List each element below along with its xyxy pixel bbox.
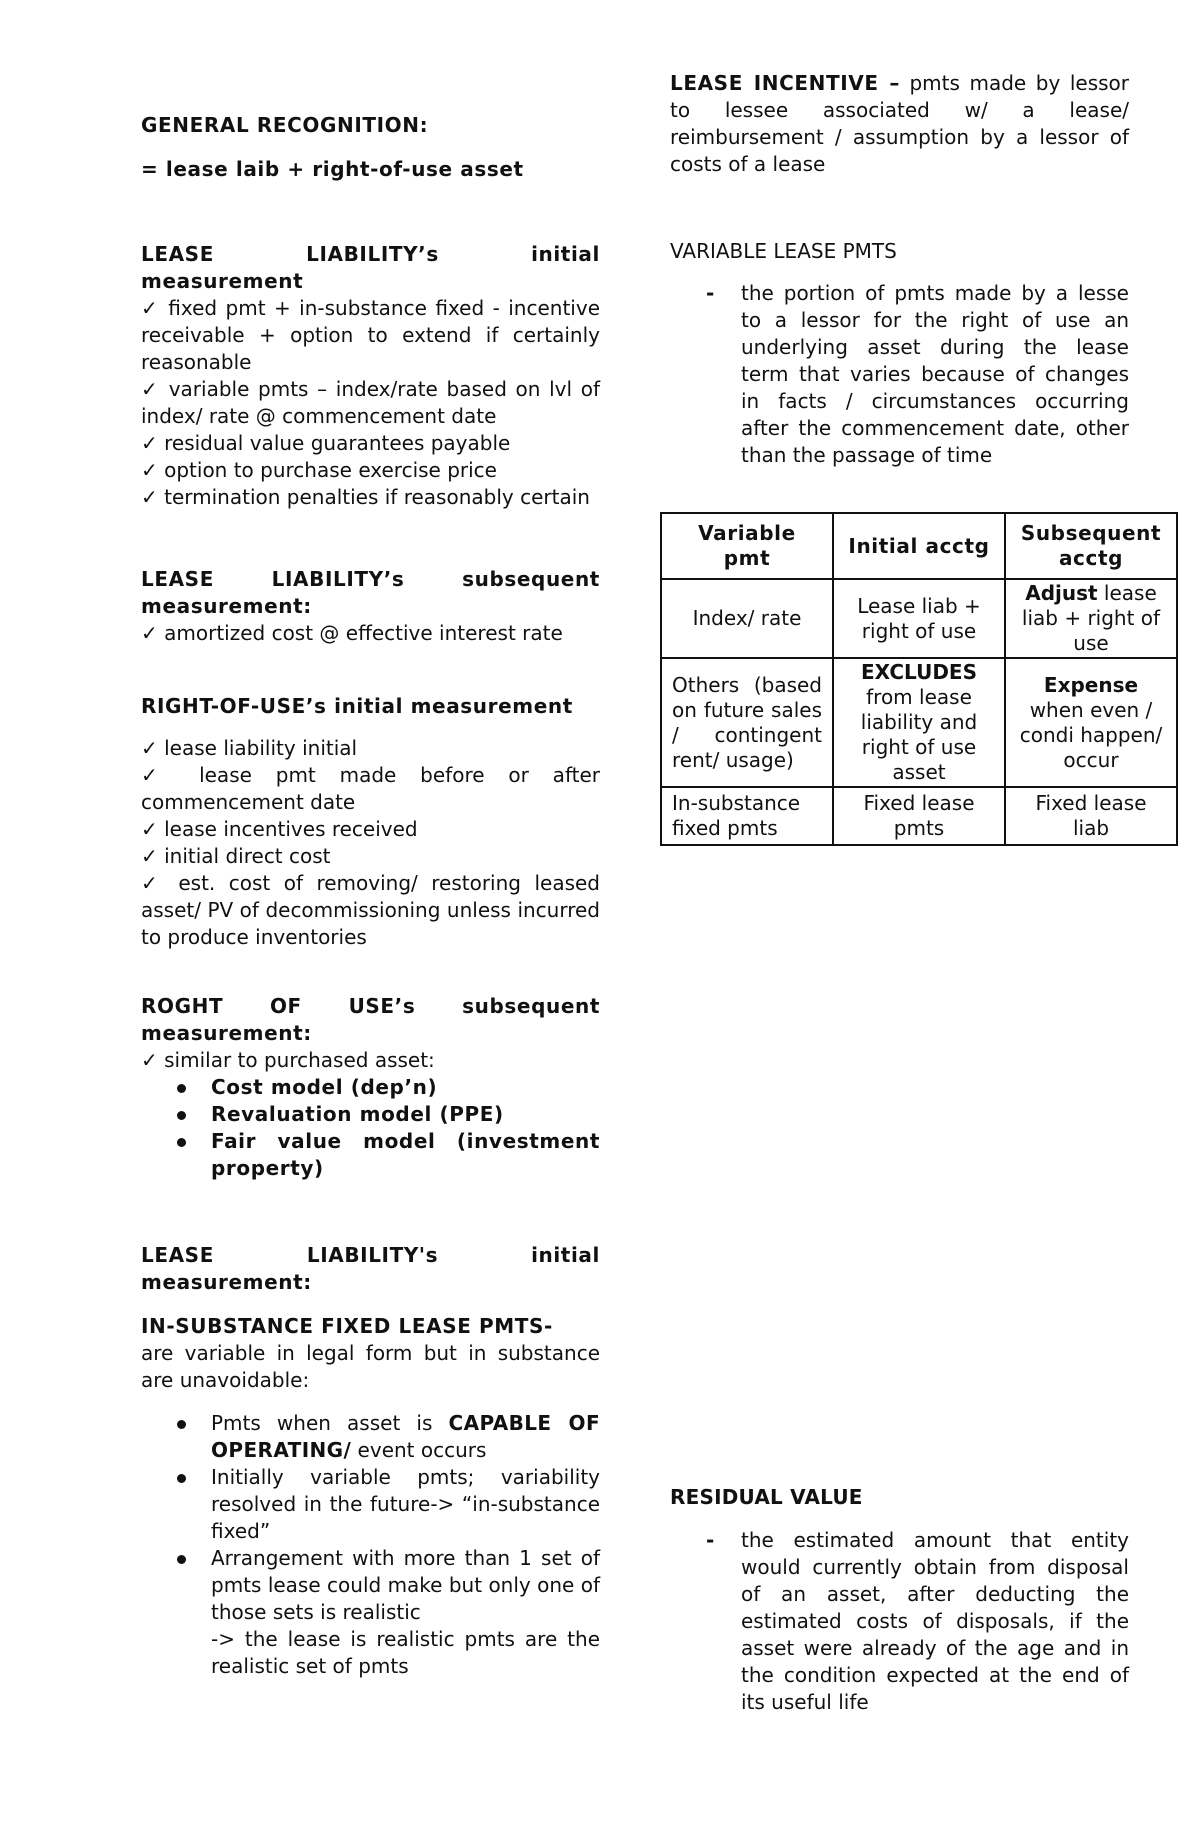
lease-incentive-definition: LEASE INCENTIVE – pmts made by lessor to lessee associated w/ a lease/ reimbursement / assumption by a lessor of costs of a lease xyxy=(670,71,1129,176)
in-substance-heading: IN-SUBSTANCE FIXED LEASE PMTS- xyxy=(141,1314,553,1338)
table-cell: Adjust lease liab + right of use xyxy=(1005,579,1177,658)
bullet-icon xyxy=(177,1420,186,1429)
lease-liability-initial-heading-2: LEASE LIABILITY's initial xyxy=(141,1243,600,1267)
rou-subsequent-heading: ROGHT OF USE’s subsequent xyxy=(141,994,600,1018)
rou-initial-item: ✓ lease liability initial xyxy=(141,736,358,760)
general-recognition-formula: = lease laib + right-of-use asset xyxy=(141,157,524,181)
list-item-continuation: -> the lease is realistic pmts are the realistic set of pmts xyxy=(211,1627,600,1678)
variable-lease-section xyxy=(670,238,1129,469)
table-cell: In-substance fixed pmts xyxy=(661,787,833,845)
rou-subsequent-section xyxy=(141,993,600,1182)
bullet-icon xyxy=(177,1555,186,1564)
rou-initial-item: ✓ lease incentives received xyxy=(141,817,418,841)
rou-initial-heading: RIGHT-OF-USE’s initial measurement xyxy=(141,694,573,718)
dash-marker: - xyxy=(706,1528,715,1552)
lease-liability-subsequent-heading-line2: measurement: xyxy=(141,594,312,618)
lease-liability-subsequent-section xyxy=(141,566,600,647)
lease-liability-subsequent-heading: LEASE LIABILITY’s subsequent xyxy=(141,567,600,591)
lease-liability-initial-section-2 xyxy=(141,1242,600,1680)
rou-subsequent-intro: ✓ similar to purchased asset: xyxy=(141,1048,435,1072)
table-header: Initial acctg xyxy=(833,513,1005,579)
ll-initial-item: ✓ variable pmts – index/rate based on lvl of index/ rate @ commencement date xyxy=(141,377,600,428)
lease-liability-initial-section xyxy=(141,241,600,511)
list-item: Pmts when asset is CAPABLE OF OPERATING/ event occurs xyxy=(141,1410,600,1464)
ll-initial-item: ✓ residual value guarantees payable xyxy=(141,431,511,455)
table-header: Subsequent acctg xyxy=(1005,513,1177,579)
lease-incentive-title: LEASE INCENTIVE – xyxy=(670,71,900,95)
table-cell: Fixed lease pmts xyxy=(833,787,1005,845)
general-recognition-heading: GENERAL RECOGNITION: xyxy=(141,113,429,137)
rou-subsequent-heading-line2: measurement: xyxy=(141,1021,312,1045)
rou-initial-item: ✓ est. cost of removing/ restoring leased asset/ PV of decommissioning unless incurred to produce inventories xyxy=(141,871,600,949)
in-substance-description: are variable in legal form but in substance are unavoidable: xyxy=(141,1341,600,1392)
table-header: Variable pmt xyxy=(661,513,833,579)
list-item: Revaluation model (PPE) xyxy=(141,1101,600,1128)
ll-initial-item: ✓ fixed pmt + in-substance fixed - incentive receivable + option to extend if certainly reasonable xyxy=(141,296,600,374)
ll-initial-item: ✓ option to purchase exercise price xyxy=(141,458,497,482)
rou-initial-item: ✓ initial direct cost xyxy=(141,844,331,868)
lease-liability-initial-heading-2-line2: measurement: xyxy=(141,1270,312,1294)
bullet-icon xyxy=(177,1084,186,1093)
variable-lease-heading: VARIABLE LEASE PMTS xyxy=(670,239,897,263)
table-cell: Expense when even / condi happen/ occur xyxy=(1005,658,1177,787)
table-header-row xyxy=(661,513,1177,579)
ll-initial-item: ✓ termination penalties if reasonably certain xyxy=(141,485,590,509)
general-recognition-section xyxy=(141,112,600,183)
in-substance-list xyxy=(141,1410,600,1680)
table-cell: Lease liab + right of use xyxy=(833,579,1005,658)
list-item: Initially variable pmts; variability resolved in the future-> “in-substance fixed” xyxy=(141,1464,600,1545)
list-item: Fair value model (investment property) xyxy=(141,1128,600,1182)
dash-marker: - xyxy=(706,281,715,305)
table-cell: Fixed lease liab xyxy=(1005,787,1177,845)
table-cell: EXCLUDES from lease liability and right of use asset xyxy=(833,658,1005,787)
variable-pmt-table xyxy=(660,512,1178,846)
lease-incentive-section xyxy=(670,70,1129,178)
rou-subsequent-models xyxy=(141,1074,600,1182)
list-item: Arrangement with more than 1 set of pmts lease could make but only one of those sets is realistic xyxy=(141,1545,600,1626)
list-item: Cost model (dep’n) xyxy=(141,1074,600,1101)
residual-value-definition: - the estimated amount that entity would currently obtain from disposal of an asset, after deducting the estimated costs of disposals, if the asset were already of the age and in the condition expected at the end of its useful life xyxy=(706,1528,1129,1714)
table-cell: Others (based on future sales / contingent rent/ usage) xyxy=(661,658,833,787)
table-row xyxy=(661,579,1177,658)
residual-value-section xyxy=(670,1484,1129,1716)
residual-value-heading: RESIDUAL VALUE xyxy=(670,1485,863,1509)
lease-liability-initial-heading: LEASE LIABILITY’s initial xyxy=(141,242,600,266)
bullet-icon xyxy=(177,1111,186,1120)
bullet-icon xyxy=(177,1138,186,1147)
lease-liability-initial-heading-line2: measurement xyxy=(141,269,304,293)
bullet-icon xyxy=(177,1474,186,1483)
rou-initial-item: ✓ lease pmt made before or after commencement date xyxy=(141,763,600,814)
table-cell: Index/ rate xyxy=(661,579,833,658)
ll-subsequent-item: ✓ amortized cost @ effective interest rate xyxy=(141,621,563,645)
variable-lease-definition: - the portion of pmts made by a lesse to a lessor for the right of use an underlying asset during the lease term that varies because of changes in facts / circumstances occurring after the commencement date, other than the passage of time xyxy=(706,281,1129,467)
table-row xyxy=(661,658,1177,787)
rou-initial-section xyxy=(141,693,600,951)
table-row xyxy=(661,787,1177,845)
